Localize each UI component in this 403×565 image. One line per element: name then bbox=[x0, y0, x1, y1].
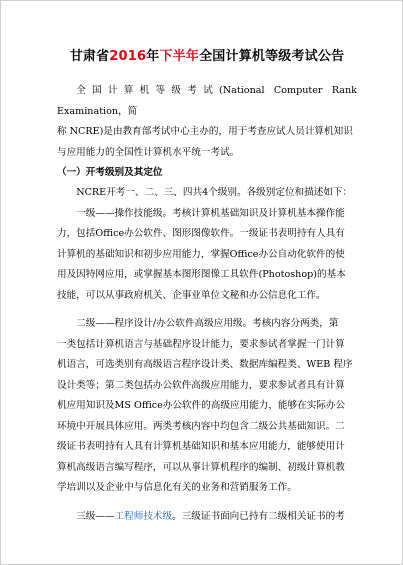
title-half: 下半年 bbox=[159, 49, 200, 64]
level2-line-9: 学培训以及企业中与信息化有关的业务和营销服务工作。 bbox=[57, 482, 297, 493]
title-year: 2016 bbox=[109, 49, 147, 64]
engineer-level-link[interactable]: 工程师技术级 bbox=[114, 510, 173, 522]
level1-line-5: 技能，可以从事政府机关、企事业单位文秘和办公信息化工作。 bbox=[57, 289, 326, 301]
level3-prefix: 三级—— bbox=[76, 510, 115, 522]
level3-rest: 。三级证书面向已持有二级相关证书的考 bbox=[172, 510, 345, 522]
level2-line-1: 二级——程序设计/办公软件高级应用级。考核内容分两类，第 bbox=[76, 318, 339, 329]
level1-line-2: 力，包括Office办公软件、图形图像软件。一级证书表明持有人具有 bbox=[57, 228, 345, 239]
level2-line-2: 一类包括计算机语言与基础程序设计能力，要求参试者掌握一门计算 bbox=[57, 338, 345, 350]
level2-line-3: 机语言，可选类别有高级语言程序设计类、数据库编程类、WEB 程序 bbox=[57, 359, 353, 370]
level2-line-7: 级证书表明持有人具有计算机基础知识和基本应用能力，能够使用计 bbox=[57, 441, 345, 452]
intro-line-1: 全国计算机等级考试(National Computer Rank Examination，简 bbox=[57, 85, 357, 117]
level3-line-1 bbox=[57, 507, 357, 528]
document-page bbox=[57, 1, 357, 527]
level2-line-8: 算机高级语言编写程序，可以从事计算机程序的编制、初级计算机教 bbox=[57, 461, 345, 473]
intro-line-3: 与应用能力的全国性计算机水平统一考试。 bbox=[57, 146, 240, 158]
level2-line-5: 机应用知识及MS Office办公软件的高级应用能力，能够在实际办公 bbox=[57, 400, 346, 411]
title-prefix: 甘肃省 bbox=[69, 49, 110, 64]
level1-line-4: 用及因特网应用，或掌握基本图形图像工具软件(Photoshop)的基本 bbox=[57, 269, 346, 280]
section-heading: （一）开考级别及其定位 bbox=[57, 167, 163, 178]
level2-line-6: 环境中开展具体应用。两类考核内容中均包含二级公共基础知识。二 bbox=[57, 420, 345, 432]
title-mid: 年 bbox=[146, 49, 160, 64]
level1-line-1: 一级——操作技能级。考核计算机基础知识及计算机基本操作能 bbox=[76, 207, 345, 219]
levels-intro: NCRE开考一、二、三、四共4个级别。各级别定位和描述如下： bbox=[76, 187, 353, 198]
intro-line-2: 称 NCRE)是由教育部考试中心主办的，用于考查应试人员计算机知识 bbox=[57, 126, 353, 137]
page-title bbox=[57, 1, 357, 73]
title-suffix: 全国计算机等级考试公告 bbox=[199, 49, 345, 64]
level1-line-3: 计算机的基础知识和初步应用能力，掌握Office办公自动化软件的使 bbox=[57, 248, 345, 260]
level2-line-4: 设计类等；第二类包括办公软件高级应用能力，要求参试者具有计算 bbox=[57, 379, 345, 391]
